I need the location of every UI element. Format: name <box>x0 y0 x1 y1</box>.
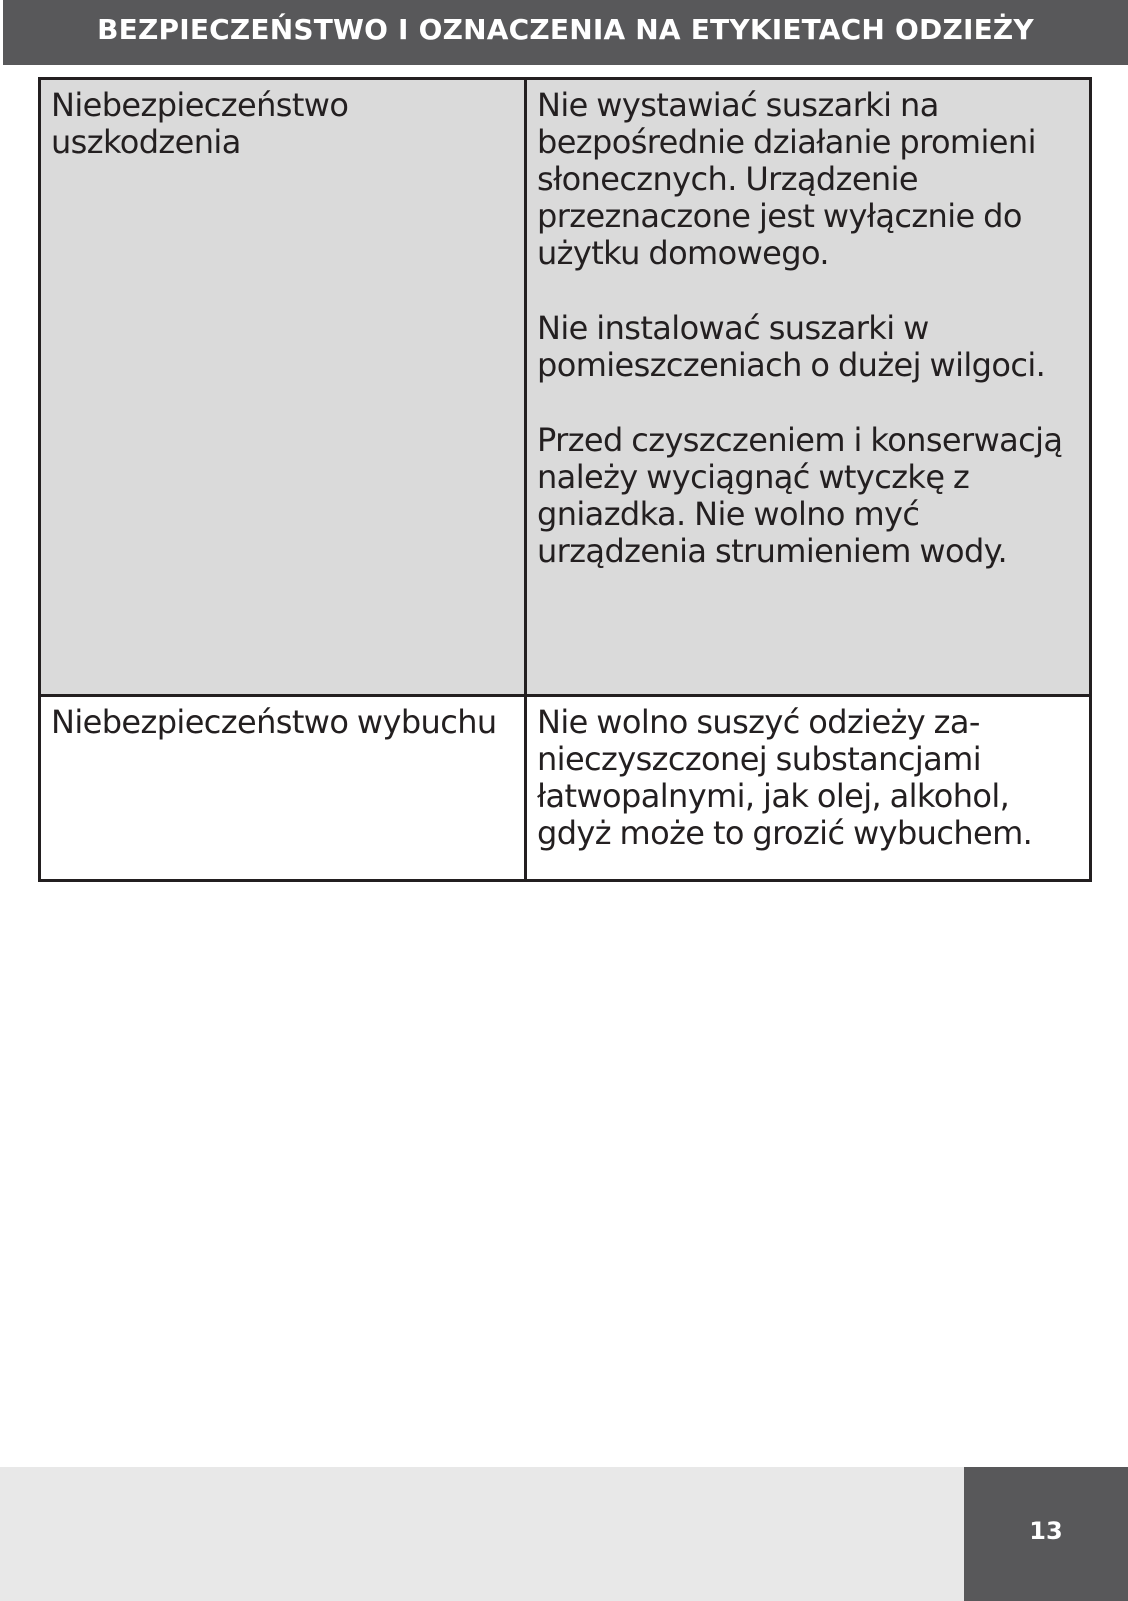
table-row-damage <box>40 79 1091 696</box>
header-bar <box>3 0 1128 65</box>
description-cell <box>526 79 1091 696</box>
hazard-cell: Niebezpieczeństwo uszkodzenia <box>40 79 526 696</box>
footer-band <box>0 1467 964 1601</box>
description-paragraph: Nie wystawiać suszarki na bezpośrednie działanie promieni słonecznych. Urządzenie przeznaczone jest wyłącznie do użytku domowego. <box>537 86 1036 272</box>
page-number-box <box>964 1467 1128 1601</box>
description-paragraph: Nie instalować suszarki w pomieszczeniach o dużej wilgoci. <box>537 309 1046 384</box>
description-paragraph: Nie wolno suszyć odzieży za-nieczyszczonej substancjami łatwopalnymi, jak olej, alkohol, gdyż może to grozić wybuchem. <box>537 703 1033 852</box>
description-cell <box>526 696 1091 881</box>
page-title: BEZPIECZEŃSTWO I OZNACZENIA NA ETYKIETACH ODZIEŻY <box>97 13 1034 46</box>
table-row-explosion <box>40 696 1091 881</box>
page-number: 13 <box>1029 1517 1063 1545</box>
description-paragraph: Przed czyszczeniem i konserwacją należy wyciągnąć wtyczkę z gniazdka. Nie wolno myć urządzenia strumieniem wody. <box>537 421 1063 570</box>
hazard-table <box>38 77 1092 882</box>
hazard-cell: Niebezpieczeństwo wybuchu <box>40 696 526 881</box>
